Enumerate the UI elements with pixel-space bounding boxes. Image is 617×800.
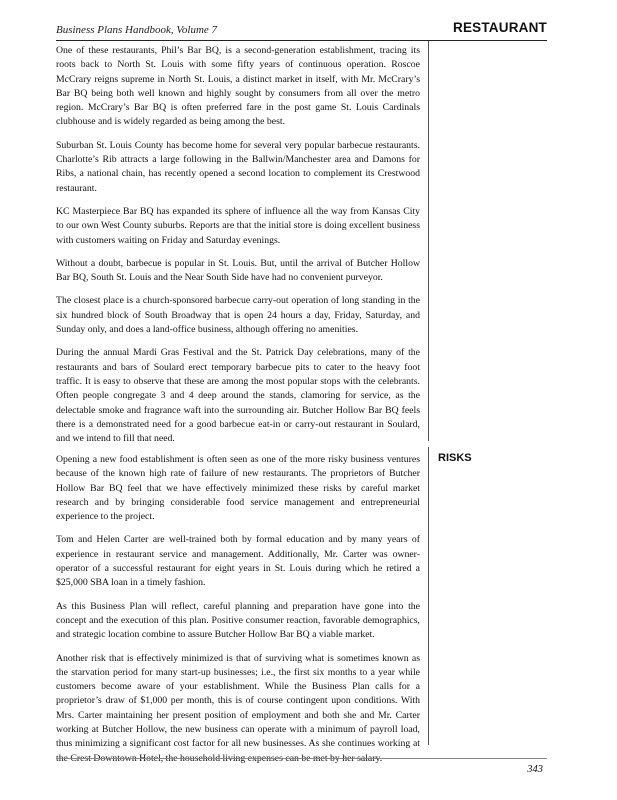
running-header-title: Business Plans Handbook, Volume 7	[56, 24, 218, 36]
column-divider-bottom	[428, 447, 429, 745]
paragraph: During the annual Mardi Gras Festival and the St. Patrick Day celebrations, many of the restaurants and bars of Soulard erect temporary barbecue pits to cater to the heavy foot traffic. It is easy to observe that these are among the most popular stops with the celebrants. Often people congregate 3 and 4 deep around the stands, clamoring for service, as the delectable smoke and fragrance waft into the surrounding air. Butcher Hollow Bar BQ feels there is a demonstrated need for a good barbecue eat-in or carry-out restaurant in Soulard, and we intend to fill that need.	[56, 347, 420, 445]
page-number: 343	[527, 764, 543, 775]
paragraph: KC Masterpiece Bar BQ has expanded its sphere of influence all the way from Kansas City to our own West County suburbs. Reports are that the initial store is doing excellent business with customers waiting on Friday and Saturday evenings.	[56, 205, 420, 246]
paragraph: As this Business Plan will reflect, careful planning and preparation have gone into the concept and the execution of this plan. Positive consumer reaction, favorable demographics, and strategic location combine to assure Butcher Hollow Bar BQ a viable market.	[56, 600, 420, 641]
paragraph: Without a doubt, barbecue is popular in St. Louis. But, until the arrival of Butcher Hollow Bar BQ, South St. Louis and the Near South Side have had no convenient purveyor.	[56, 257, 420, 284]
paragraph: One of these restaurants, Phil’s Bar BQ, is a second-generation establishment, tracing its roots back to North St. Louis with some fifty years of continuous operation. Roscoe McCrary reigns supreme in North St. Louis, a distinct market in itself, with Mr. McCrary’s Bar BQ being both well known and highly sought by consumers from all over the metro region. McCrary’s Bar BQ is often preferred fare in the post game St. Louis Cardinals clubhouse and is widely regarded as being among the best.	[56, 45, 420, 128]
running-header-section: RESTAURANT	[453, 20, 547, 35]
paragraph: The closest place is a church-sponsored barbecue carry-out operation of long standing in the six hundred block of South Broadway that is open 24 hours a day, Friday, Saturday, and Sunday only, and does a land-office business, although offering no amenities.	[56, 295, 420, 336]
paragraph: Opening a new food establishment is often seen as one of the more risky business ventures because of the known high rate of failure of new restaurants. The proprietors of Butcher Hollow Bar BQ feel that we have effectively minimized these risks by careful market research and by bringing considerable food service management and entrepreneurial experience to the project.	[56, 454, 420, 523]
paragraph: Suburban St. Louis County has become home for several very popular barbecue restaurants. Charlotte’s Rib attracts a large following in the Ballwin/Manchester area and Damons for Ribs, a national chain, has recently opened a second location to complement its Crestwood restaurant.	[56, 139, 420, 194]
paragraph: Tom and Helen Carter are well-trained both by formal education and by many years of experience in restaurant service and management. Additionally, Mr. Carter was owner-operator of a successful restaurant for eight years in St. Louis during which he retired a $25,000 SBA loan in a timely fashion.	[56, 534, 420, 589]
risks-section-heading: RISKS	[438, 452, 472, 464]
column-divider-top	[428, 41, 429, 441]
main-text-column	[56, 44, 420, 455]
header-divider	[56, 40, 547, 41]
paragraph: Another risk that is effectively minimized is that of surviving what is sometimes known as the starvation period for many start-up businesses; i.e., the first six months to a year while customers become aware of your establishment. While the Business Plan calls for a proprietor’s draw of $1,000 per month, this is of course contingent upon conditions. With Mrs. Carter maintaining her present position of employment and both she and Mr. Carter working at Butcher Hollow, the new business can operate with a minimum of payroll load, thus minimizing a significant cost factor for all new businesses. As she continues working at the Crest Downtown Hotel, the household living expenses can be met by her salary.	[56, 652, 420, 764]
footer-divider	[56, 758, 547, 759]
risks-text-column	[56, 453, 420, 775]
